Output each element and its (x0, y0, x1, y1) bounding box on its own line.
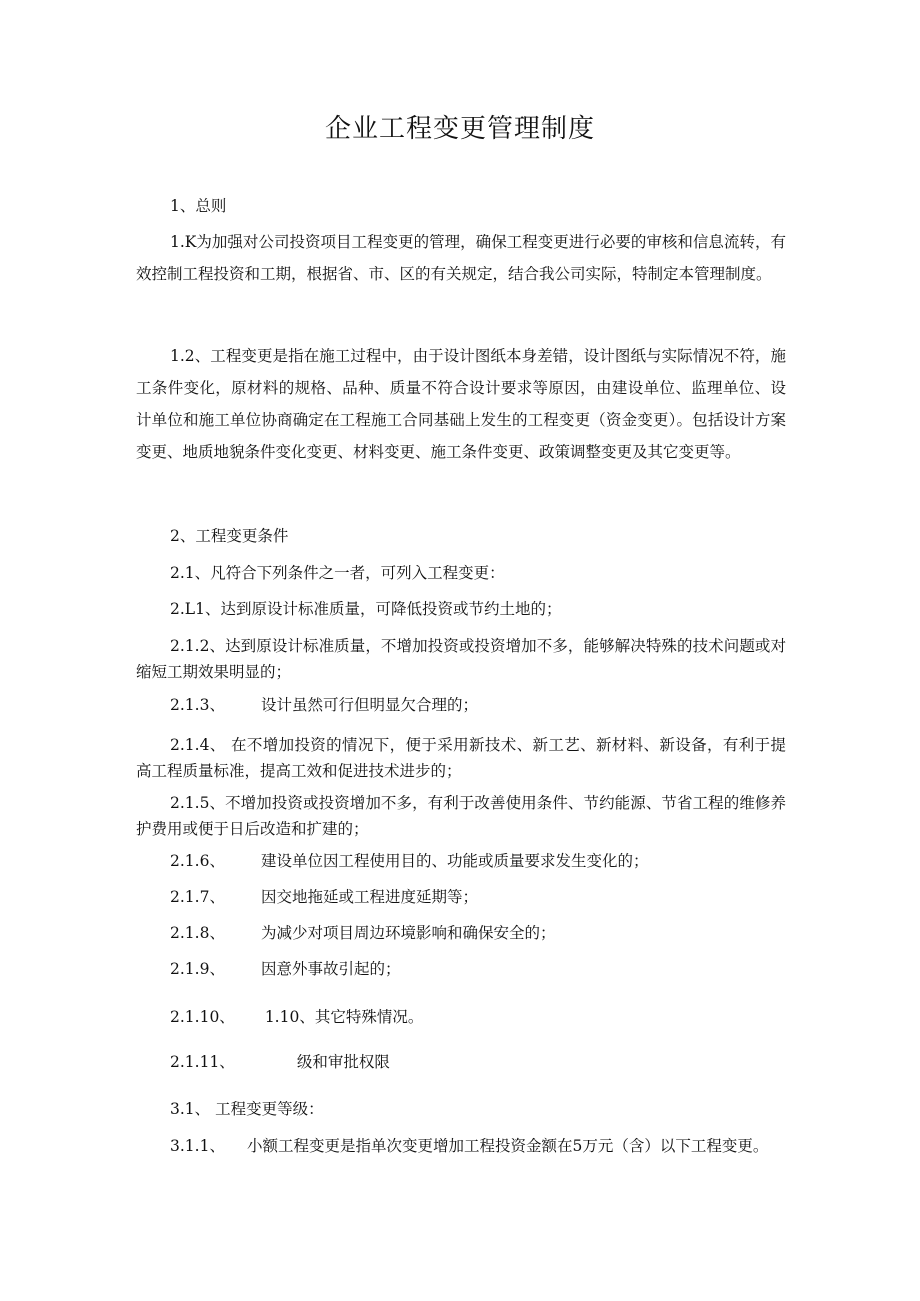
paragraph-3-1-1 (136, 1133, 786, 1159)
paragraph-1-1: 1.K为加强对公司投资项目工程变更的管理，确保工程变更进行必要的审核和信息流转，有效控制工程投资和工期，根据省、市、区的有关规定，结合我公司实际，特制定本管理制度。 (136, 233, 786, 283)
section-heading-general: 1、总则 (170, 197, 227, 215)
clause-number: 2.1.11、 (170, 1053, 235, 1071)
clause-number: 2.1.7、 (170, 888, 225, 906)
paragraph-2-1-5: 2.1.5、不增加投资或投资增加不多，有利于改善使用条件、节约能源、节省工程的维修养护费用或便于日后改造和扩建的； (136, 794, 786, 838)
clause-text: 因意外事故引起的； (260, 960, 401, 978)
clause-text: 为减少对项目周边环境影响和确保安全的； (260, 924, 556, 942)
paragraph-2-1-4: 2.1.4、 在不增加投资的情况下，便于采用新技术、新工艺、新材料、新设备，有利于提高工程质量标准，提高工效和促进技术进步的； (136, 736, 786, 780)
clause-text: 1.10、其它特殊情况。 (264, 1008, 424, 1026)
paragraph-2-1: 2.1、凡符合下列条件之一者，可列入工程变更： (170, 564, 505, 582)
clause-text: 级和审批权限 (296, 1053, 390, 1071)
clause-text: 因交地拖延或工程进度延期等； (260, 888, 478, 906)
paragraph-2-1-10 (170, 1004, 423, 1030)
paragraph-2-1-8 (170, 920, 555, 946)
clause-number: 2.1.6、 (170, 852, 225, 870)
paragraph-1-2: 1.2、工程变更是指在施工过程中，由于设计图纸本身差错，设计图纸与实际情况不符，施工条件变化，原材料的规格、品种、质量不符合设计要求等原因，由建设单位、监理单位、设计单位和施工单位协商确定在工程施工合同基础上发生的工程变更（资金变更）。包括设计方案变更、地质地貌条件变化变更、材料变更、施工条件变更、政策调整变更及其它变更等。 (136, 347, 786, 461)
paragraph-2-1-6 (170, 848, 648, 874)
paragraph-2-1-11 (170, 1049, 390, 1075)
paragraph-2-1-7 (170, 884, 478, 910)
paragraph-2-1-2: 2.1.2、达到原设计标准质量，不增加投资或投资增加不多，能够解决特殊的技术问题或对缩短工期效果明显的； (136, 637, 786, 681)
clause-number: 2.1.8、 (170, 924, 225, 942)
section-heading-change-conditions: 2、工程变更条件 (170, 527, 289, 545)
clause-text: 设计虽然可行但明显欠合理的； (260, 696, 478, 714)
paragraph-3-1: 3.1、 工程变更等级： (170, 1100, 324, 1118)
clause-number: 2.1.10、 (170, 1008, 235, 1026)
clause-text: 小额工程变更是指单次变更增加工程投资金额在5万元（含）以下工程变更。 (246, 1137, 769, 1155)
paragraph-2-1-9 (170, 956, 400, 982)
clause-number: 2.1.3、 (170, 696, 225, 714)
clause-number: 2.1.9、 (170, 960, 225, 978)
paragraph-2-1-1: 2.L1、达到原设计标准质量，可降低投资或节约土地的； (170, 600, 562, 618)
clause-text: 建设单位因工程使用目的、功能或质量要求发生变化的； (260, 852, 649, 870)
clause-number: 3.1.1、 (170, 1137, 225, 1155)
paragraph-2-1-3 (170, 692, 478, 718)
document-title: 企业工程变更管理制度 (324, 114, 595, 144)
